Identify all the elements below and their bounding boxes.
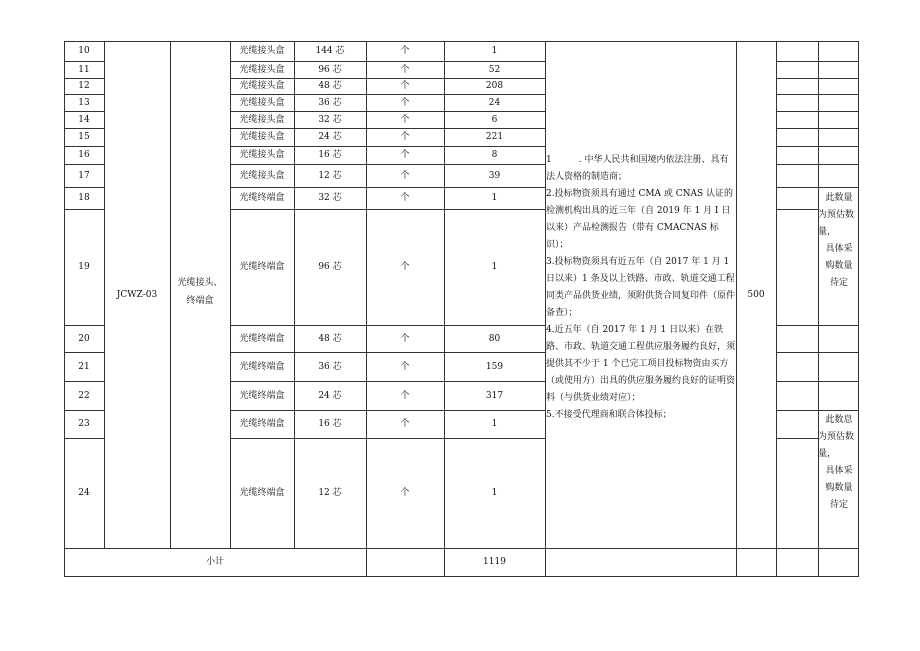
row-number: 20: [78, 333, 90, 344]
row-line-note: [818, 352, 858, 353]
item-name: 光缆接头盒: [239, 150, 285, 160]
row-line-note: [818, 111, 858, 112]
row-line-item: [230, 111, 545, 112]
note-line: 购数量: [825, 483, 853, 493]
row-number: 12: [78, 81, 90, 91]
item-unit: 个: [400, 262, 410, 272]
row-line-extra: [776, 325, 818, 326]
item-name: 光缆接头盒: [239, 81, 285, 91]
row-line-no: [64, 111, 104, 112]
item-quantity: 39: [488, 170, 501, 181]
bidder-requirements: [546, 152, 736, 424]
requirement-item: 4.近五年（自 2017 年 1 月 1 日以来）在铁路、市政、轨道交通工程供应服务履约良好，须提供其不少于 1 个已完工项目投标物资由买方（或使用方）出具的供应服务履约良好的证明资料（与供货业绩对应）；: [546, 325, 736, 403]
row-number: 22: [78, 390, 90, 401]
note-line: 此数息: [825, 415, 853, 425]
item-quantity: 208: [485, 81, 504, 91]
group-name-line2: 终端盒: [186, 295, 214, 306]
row-line-extra: [776, 128, 818, 129]
item-unit: 个: [400, 419, 410, 429]
item-spec: 96 芯: [318, 262, 342, 272]
row-line-no: [64, 164, 104, 165]
group-code: JCWZ-03: [116, 289, 158, 300]
row-line-item: [230, 128, 545, 129]
item-unit: 个: [400, 46, 410, 56]
row-line-note: [818, 381, 858, 382]
row-number: 24: [78, 488, 90, 498]
row-line-note: [818, 410, 858, 411]
row-line-no: [64, 438, 104, 439]
item-name: 光缆接头盒: [239, 97, 285, 108]
item-name: 光缆终端盒: [239, 262, 285, 272]
item-unit: 个: [400, 488, 410, 498]
row-number: 17: [78, 170, 90, 181]
row-line-extra: [776, 381, 818, 382]
row-number: 10: [78, 46, 90, 56]
row-line-note: [818, 164, 858, 165]
item-spec: 24 芯: [318, 132, 342, 142]
row-line-item: [230, 146, 545, 147]
row-line-no: [64, 78, 104, 79]
row-line-no: [64, 325, 104, 326]
item-spec: 144 芯: [315, 46, 345, 56]
item-unit: 个: [400, 361, 410, 372]
group-name-line1: 光缆接头、: [177, 277, 223, 288]
item-unit: 个: [400, 64, 410, 75]
note-line: 待定: [829, 278, 848, 288]
note-line: 待定: [829, 500, 848, 510]
row-number: 14: [78, 114, 90, 125]
item-spec: 32 芯: [318, 193, 342, 203]
item-spec: 96 芯: [318, 64, 342, 75]
item-unit: 个: [400, 150, 410, 160]
row-line-note: [818, 61, 858, 62]
item-unit: 个: [400, 390, 410, 401]
item-name: 光缆终端盒: [239, 193, 285, 203]
row-number: 13: [78, 97, 90, 108]
col-line-9: [776, 41, 777, 577]
row-line-item: [230, 325, 545, 326]
item-spec: 16 芯: [318, 419, 342, 429]
row-line-extra: [776, 209, 818, 210]
row-line-extra: [776, 410, 818, 411]
item-quantity: 317: [485, 390, 504, 401]
item-spec: 12 芯: [318, 488, 342, 498]
item-spec: 36 芯: [318, 361, 342, 372]
item-unit: 个: [400, 170, 410, 181]
item-unit: 个: [400, 81, 410, 91]
row-line-extra: [776, 94, 818, 95]
item-name: 光缆终端盒: [239, 419, 285, 429]
item-name: 光缆接头盒: [239, 46, 285, 56]
item-spec: 48 芯: [318, 333, 342, 344]
note-line: 为预估数: [818, 210, 855, 220]
item-name: 光缆接头盒: [239, 64, 285, 75]
row-line-note: [818, 78, 858, 79]
item-spec: 24 芯: [318, 390, 342, 401]
row-number: 23: [78, 419, 90, 429]
requirement-item: 2.投标物资须具有通过 CMA 或 CNAS 认证的检测机构出具的近三年（自 2019 年 1 月 I 日以来）产品检测报告（带有 CMACNAS 标识）；: [546, 189, 734, 250]
row-line-note: [818, 325, 858, 326]
row-line-extra: [776, 111, 818, 112]
item-unit: 个: [400, 132, 410, 142]
row-line-no: [64, 61, 104, 62]
item-spec: 36 芯: [318, 97, 342, 108]
row-line-extra: [776, 146, 818, 147]
item-unit: 个: [400, 97, 410, 108]
item-unit: 个: [400, 333, 410, 344]
row-line-no: [64, 187, 104, 188]
row-line-no: [64, 410, 104, 411]
row-line-note: [818, 94, 858, 95]
requirement-item: 5.不接受代理商和联合体投标；: [546, 410, 672, 420]
row-line-item: [230, 94, 545, 95]
row-line-no: [64, 381, 104, 382]
row-line-no: [64, 352, 104, 353]
note-line: 为预估数: [818, 432, 855, 442]
row-line-extra: [776, 352, 818, 353]
requirement-item: 1 . 中华人民共和国境内依法注册、具有法人资格的制造商；: [546, 155, 729, 182]
row-line-extra: [776, 164, 818, 165]
table-border-top: [64, 41, 859, 42]
row-number: 15: [78, 132, 90, 142]
row-line-item: [230, 61, 545, 62]
row-line-extra: [776, 78, 818, 79]
item-quantity: 8: [491, 150, 498, 160]
row-line-item: [230, 209, 545, 210]
row-line-item: [230, 78, 545, 79]
requirement-item: 3.投标物资须具有近五年（自 2017 年 1 月 1 日以来）1 条及以上铁路、市政、轨道交通工程同类产品供货业绩，须附供货合同复印件（原件备查）；: [546, 257, 736, 318]
row-number: 16: [78, 150, 90, 160]
row-line-no: [64, 209, 104, 210]
item-spec: 16 芯: [318, 150, 342, 160]
item-name: 光缆接头盒: [239, 170, 285, 181]
note-line: 具体采: [825, 466, 853, 476]
row-line-item: [230, 438, 545, 439]
item-quantity: 80: [488, 333, 501, 344]
row-line-note: [818, 146, 858, 147]
row-number: 11: [78, 64, 90, 75]
item-quantity: 1: [491, 193, 498, 203]
item-name: 光缆接头盒: [239, 114, 285, 125]
row-number: 18: [78, 193, 90, 203]
budget-amount: 500: [747, 289, 765, 300]
row-line-item: [230, 381, 545, 382]
row-line-no: [64, 146, 104, 147]
row-line-note: [818, 187, 858, 188]
row-line-item: [230, 352, 545, 353]
row-line-no: [64, 94, 104, 95]
item-quantity: 221: [485, 132, 504, 142]
row-line-extra: [776, 438, 818, 439]
row-number: 19: [78, 262, 90, 272]
estimate-note: [818, 190, 860, 292]
note-line: 购数量: [825, 261, 853, 271]
note-line: 此数量: [825, 193, 853, 203]
item-quantity: 1: [491, 46, 498, 56]
col-line-8: [736, 41, 737, 577]
item-unit: 个: [400, 193, 410, 203]
note-line: 具体采: [825, 244, 853, 254]
item-name: 光缆终端盒: [239, 390, 285, 401]
row-line-note: [818, 128, 858, 129]
row-line-extra: [776, 61, 818, 62]
table-border-bottom: [64, 576, 859, 577]
item-quantity: 1: [491, 419, 498, 429]
item-quantity: 159: [485, 361, 504, 372]
estimate-note: [818, 412, 860, 514]
item-spec: 32 芯: [318, 114, 342, 125]
note-line: 量，: [818, 227, 837, 237]
item-spec: 48 芯: [318, 81, 342, 91]
item-name: 光缆终端盒: [239, 361, 285, 372]
item-quantity: 24: [488, 97, 501, 108]
subtotal-label: 小计: [205, 557, 224, 567]
item-quantity: 52: [488, 64, 501, 75]
row-line-extra: [776, 187, 818, 188]
row-line-item: [230, 187, 545, 188]
item-quantity: 6: [491, 114, 498, 125]
item-name: 光缆终端盒: [239, 488, 285, 498]
note-line: 量，: [818, 449, 837, 459]
row-line-item: [230, 410, 545, 411]
item-quantity: 1: [491, 488, 498, 498]
subtotal-quantity: 1119: [483, 557, 506, 567]
row-line-no: [64, 128, 104, 129]
subtotal-top-line: [64, 548, 858, 549]
row-line-item: [230, 164, 545, 165]
row-number: 21: [78, 361, 90, 372]
item-quantity: 1: [491, 262, 498, 272]
item-unit: 个: [400, 114, 410, 125]
item-spec: 12 芯: [318, 170, 342, 181]
item-name: 光缆终端盒: [239, 333, 285, 344]
item-name: 光缆接头盒: [239, 132, 285, 142]
